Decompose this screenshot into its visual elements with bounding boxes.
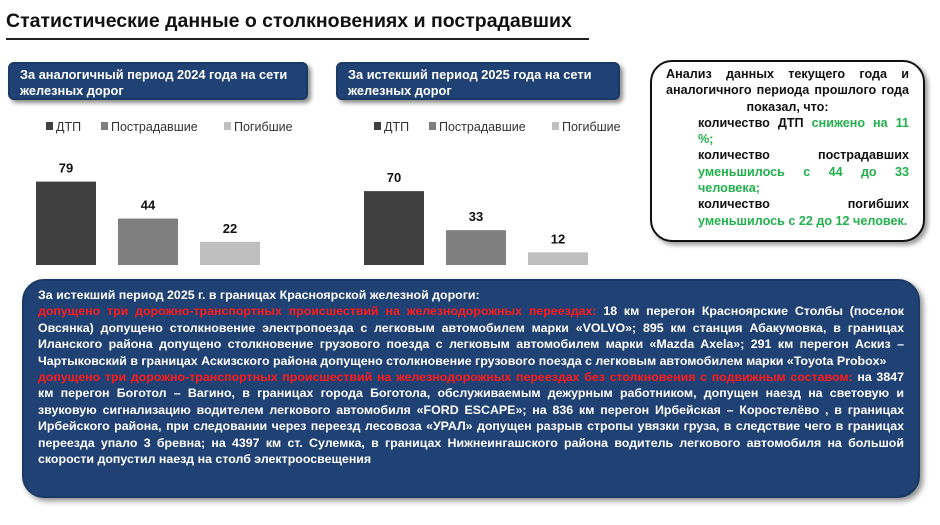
legend-swatch-injured — [429, 122, 436, 130]
analysis-killed-label: количество погибших — [698, 197, 909, 212]
analysis-injured — [666, 147, 909, 196]
details-no-collision-lead: допущено три дорожно-транспортных происшествий на железнодорожных переездах без столкновения с подвижным составом: — [38, 370, 853, 385]
analysis-dtp-label: количество ДТП — [698, 115, 804, 130]
details-heading: За истекший период 2025 г. в границах Красноярской железной дороги: — [38, 288, 480, 302]
bar-chart-2024 — [28, 110, 308, 270]
analysis-dtp-change: снижено на 11 %; — [698, 115, 910, 147]
bar-value-label-killed: 22 — [222, 220, 238, 236]
legend-label-killed: Погибшие — [562, 120, 621, 134]
bar-value-label-injured: 44 — [140, 197, 156, 213]
analysis-box — [650, 60, 925, 242]
bar-killed — [200, 242, 260, 265]
legend-swatch-killed — [224, 122, 231, 130]
analysis-injured-change: уменьшилось с 44 до 33 человека; — [698, 164, 909, 196]
analysis-dtp — [666, 115, 909, 148]
bar-injured — [118, 219, 178, 265]
panel-header-2024: За аналогичный период 2024 года на сети железных дорог — [8, 62, 308, 100]
legend-swatch-killed — [552, 122, 559, 130]
bar-value-label-dtp: 70 — [386, 170, 402, 186]
bar-value-label-killed: 12 — [550, 231, 566, 247]
legend-swatch-dtp — [374, 122, 381, 130]
panel-header-2025: За истекший период 2025 года на сети железных дорог — [336, 62, 620, 100]
bar-value-label-dtp: 79 — [58, 160, 74, 176]
analysis-injured-label: количество пострадавших — [698, 148, 909, 163]
title-underline — [6, 38, 589, 40]
details-paragraph-no-collision — [38, 369, 904, 467]
details-collisions-lead: допущено три дорожно-транспортных происшествий на железнодорожных переездах: — [38, 304, 597, 319]
bar-killed — [528, 252, 588, 265]
analysis-killed-change: уменьшилось с 22 до 12 человек. — [698, 213, 908, 228]
legend-label-injured: Пострадавшие — [111, 120, 198, 134]
bar-chart-2025 — [356, 110, 636, 270]
details-no-collision-text: на 3847 км перегон Боготол – Вагино, в границах города Боготола, обслуживаемым дежурным работником, допущен наезд на световую и звуковую сигнализацию водителем легкового автомобиля «FORD ESCAPE»; на 836 км перегон Ирбейская – Коростелёво , в границах Ирбейского района, при следовании через переезд лесовоза «УРАЛ» допущен разрыв стропы увязки груза, в следствие чего в границах переезда упало 3 бревна; на 4397 км ст. Сулемка, в границах Нижнеингашского района водитель легкового автомобиля на большой скорости допустил наезд на столб электроосвещения — [38, 370, 904, 467]
details-paragraph-collisions — [38, 303, 904, 369]
legend-swatch-injured — [101, 122, 108, 130]
legend-label-injured: Пострадавшие — [439, 120, 526, 134]
incident-details-box — [22, 279, 920, 498]
legend-label-dtp: ДТП — [384, 120, 410, 134]
bar-dtp — [364, 191, 424, 265]
details-collisions-text: 18 км перегон Красноярские Столбы (поселок Овсянка) допущено столкновение электропоезда с легковым автомобилем марки «VOLVO»; 895 км станция Абакумовка, в границах Иланского района допущено столкновение грузового поезда с легковым автомобилем марки «Mazda Axela»; 291 км перегон Аскиз – Чартыковский в границах Аскизского района допущено столкновение грузового поезда с легковым автомобилем марки «Toyota Probox» — [38, 304, 904, 368]
legend-label-dtp: ДТП — [56, 120, 82, 134]
bar-dtp — [36, 182, 96, 265]
bar-value-label-injured: 33 — [468, 209, 484, 225]
bar-injured — [446, 230, 506, 265]
legend-label-killed: Погибшие — [234, 120, 293, 134]
legend-swatch-dtp — [46, 122, 53, 130]
analysis-intro: Анализ данных текущего года и аналогичного периода прошлого года показал, что: — [666, 67, 909, 114]
page-title: Статистические данные о столкновениях и пострадавших — [6, 10, 572, 32]
analysis-killed — [666, 196, 909, 229]
